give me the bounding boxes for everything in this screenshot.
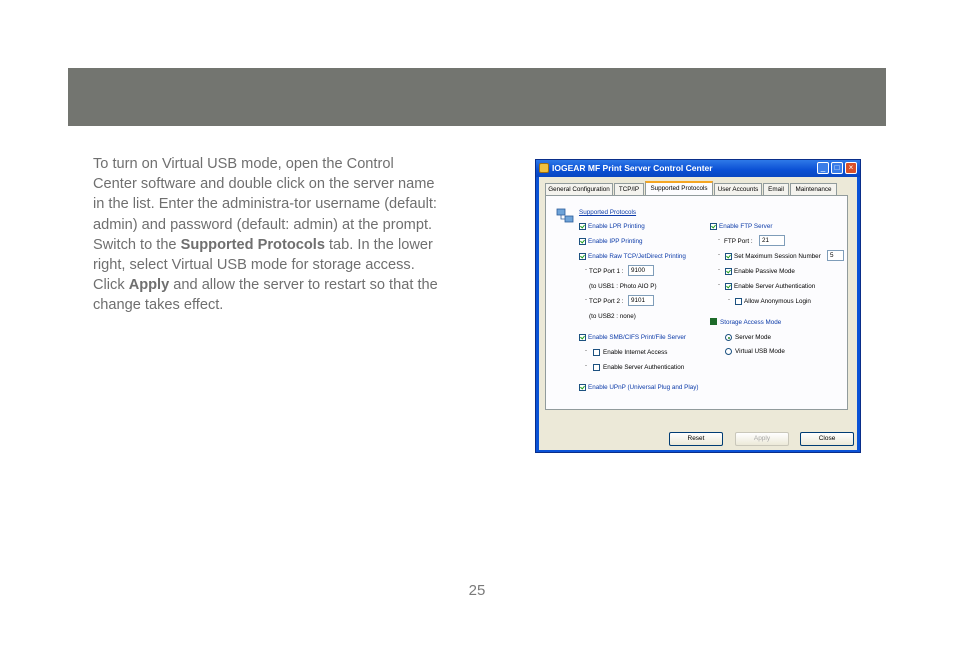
lpr-label: Enable LPR Printing <box>588 223 645 230</box>
passive-mode-label: Enable Passive Mode <box>734 268 795 275</box>
tcp-port2-input[interactable]: 9101 <box>628 295 654 306</box>
minimize-button[interactable]: _ <box>817 162 829 174</box>
supported-protocols-panel <box>545 195 848 410</box>
usb2-info: (to USB2 : none) <box>589 313 636 320</box>
bullet: - <box>728 297 730 303</box>
tab-email[interactable]: Email <box>763 183 789 195</box>
text-bold-supported-protocols: Supported Protocols <box>180 236 325 253</box>
lpr-checkbox[interactable] <box>579 223 586 230</box>
max-session-label: Set Maximum Session Number <box>734 253 821 260</box>
text-part-3: and allow the server to restart so that the change takes effect. <box>93 277 438 314</box>
bullet: - <box>585 297 587 303</box>
ftp-checkbox[interactable] <box>710 223 717 230</box>
ftp-port-input[interactable]: 21 <box>759 235 785 246</box>
tab-general-configuration[interactable]: General Configuration <box>545 183 613 195</box>
ftp-server-auth-label: Enable Server Authentication <box>734 283 816 290</box>
bullet: - <box>585 363 587 369</box>
window-body <box>539 177 857 450</box>
internet-access-checkbox[interactable] <box>593 349 600 356</box>
storage-access-title: Storage Access Mode <box>720 319 782 326</box>
bullet: - <box>718 282 720 288</box>
bullet: - <box>585 267 587 273</box>
max-session-checkbox[interactable] <box>725 253 732 260</box>
virtual-usb-mode-label: Virtual USB Mode <box>735 348 785 355</box>
virtual-usb-mode-radio[interactable] <box>725 348 732 355</box>
anonymous-login-checkbox[interactable] <box>735 298 742 305</box>
bullet: - <box>718 237 720 243</box>
smb-checkbox[interactable] <box>579 334 586 341</box>
server-mode-radio[interactable] <box>725 334 732 341</box>
network-icon <box>556 208 574 224</box>
apply-button[interactable]: Apply <box>735 432 789 446</box>
smb-server-auth-checkbox[interactable] <box>593 364 600 371</box>
page-number: 25 <box>468 582 486 599</box>
tab-user-accounts[interactable]: User Accounts <box>714 183 762 195</box>
raw-tcp-checkbox[interactable] <box>579 253 586 260</box>
bullet: - <box>718 252 720 258</box>
server-mode-label: Server Mode <box>735 334 772 341</box>
app-icon <box>539 163 549 173</box>
section-title: Supported Protocols <box>579 209 637 216</box>
title-bar[interactable] <box>536 160 860 177</box>
control-center-window <box>535 159 861 453</box>
text-part-1: To turn on Virtual USB mode, open the Control Center software and double click on the server name in the list. Enter the administra-tor username (default: admin) and password (default: admin) at the prompt. Switch to the <box>93 156 437 253</box>
close-window-button[interactable]: × <box>845 162 857 174</box>
ftp-server-auth-checkbox[interactable] <box>725 283 732 290</box>
internet-access-label: Enable Internet Access <box>603 349 668 356</box>
tab-maintenance[interactable]: Maintenance <box>790 183 837 195</box>
tab-supported-protocols[interactable]: Supported Protocols <box>645 181 713 195</box>
text-part-2: tab. In the lower right, select Virtual USB mode for storage access. Click <box>93 236 433 294</box>
anonymous-login-label: Allow Anonymous Login <box>744 298 811 305</box>
upnp-label: Enable UPnP (Universal Plug and Play) <box>588 384 699 391</box>
storage-access-icon <box>710 318 717 325</box>
tcp-port1-input[interactable]: 9100 <box>628 265 654 276</box>
maximize-button[interactable]: □ <box>831 162 843 174</box>
window-title: IOGEAR MF Print Server Control Center <box>552 163 713 173</box>
text-bold-apply: Apply <box>128 277 170 294</box>
close-button[interactable]: Close <box>800 432 854 446</box>
instruction-paragraph <box>93 154 438 316</box>
bullet: - <box>585 348 587 354</box>
ftp-label: Enable FTP Server <box>719 223 773 230</box>
tcp-port2-label: TCP Port 2 : <box>589 298 624 305</box>
tcp-port1-label: TCP Port 1 : <box>589 268 624 275</box>
upnp-checkbox[interactable] <box>579 384 586 391</box>
ipp-label: Enable IPP Printing <box>588 238 643 245</box>
header-banner <box>68 68 886 126</box>
raw-tcp-label: Enable Raw TCP/JetDirect Printing <box>588 253 686 260</box>
ipp-checkbox[interactable] <box>579 238 586 245</box>
reset-button[interactable]: Reset <box>669 432 723 446</box>
smb-label: Enable SMB/CIFS Print/File Server <box>588 334 686 341</box>
tab-tcpip[interactable]: TCP/IP <box>614 183 644 195</box>
bullet: - <box>718 267 720 273</box>
smb-server-auth-label: Enable Server Authentication <box>603 364 685 371</box>
passive-mode-checkbox[interactable] <box>725 268 732 275</box>
max-session-input[interactable]: 5 <box>827 250 844 261</box>
ftp-port-label: FTP Port : <box>724 238 753 245</box>
usb1-info: (to USB1 : Photo AIO P) <box>589 283 657 290</box>
